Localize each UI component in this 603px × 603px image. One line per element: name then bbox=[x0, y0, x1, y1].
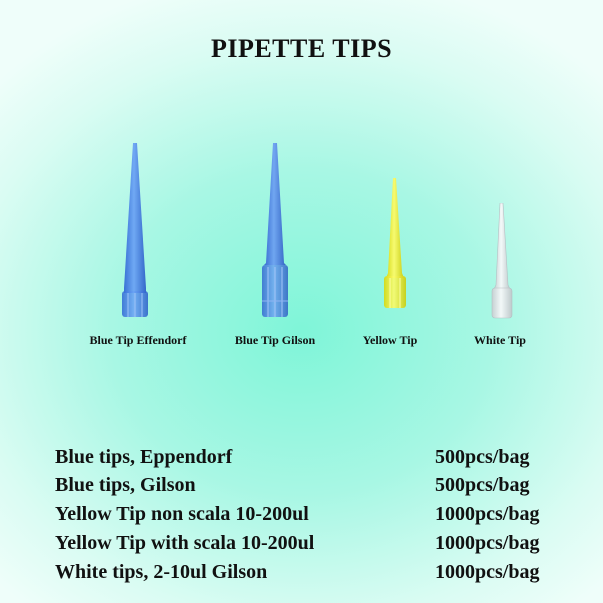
product-name: Blue tips, Gilson bbox=[55, 474, 196, 496]
product-quantity: 500pcs/bag bbox=[435, 446, 530, 468]
product-name: Blue tips, Eppendorf bbox=[55, 446, 233, 468]
white-tip-image bbox=[486, 203, 518, 321]
blue-tip-effendorf-image bbox=[112, 143, 158, 318]
tip-label-blue-gilson: Blue Tip Gilson bbox=[234, 333, 316, 347]
product-quantity: 500pcs/bag bbox=[435, 474, 530, 496]
product-quantity: 1000pcs/bag bbox=[435, 503, 540, 525]
page-title: PIPETTE TIPS bbox=[210, 34, 393, 63]
tip-label-white: White Tip bbox=[474, 333, 526, 347]
product-name: Yellow Tip non scala 10-200ul bbox=[55, 503, 309, 525]
yellow-tip-image bbox=[378, 178, 412, 318]
product-quantity: 1000pcs/bag bbox=[435, 532, 540, 554]
product-quantity: 1000pcs/bag bbox=[435, 561, 540, 583]
product-name: Yellow Tip with scala 10-200ul bbox=[55, 532, 315, 554]
product-name: White tips, 2-10ul Gilson bbox=[55, 561, 268, 583]
tip-label-blue-effendorf: Blue Tip Effendorf bbox=[89, 333, 187, 347]
blue-tip-gilson-image bbox=[252, 143, 298, 318]
tip-label-yellow: Yellow Tip bbox=[362, 333, 418, 347]
